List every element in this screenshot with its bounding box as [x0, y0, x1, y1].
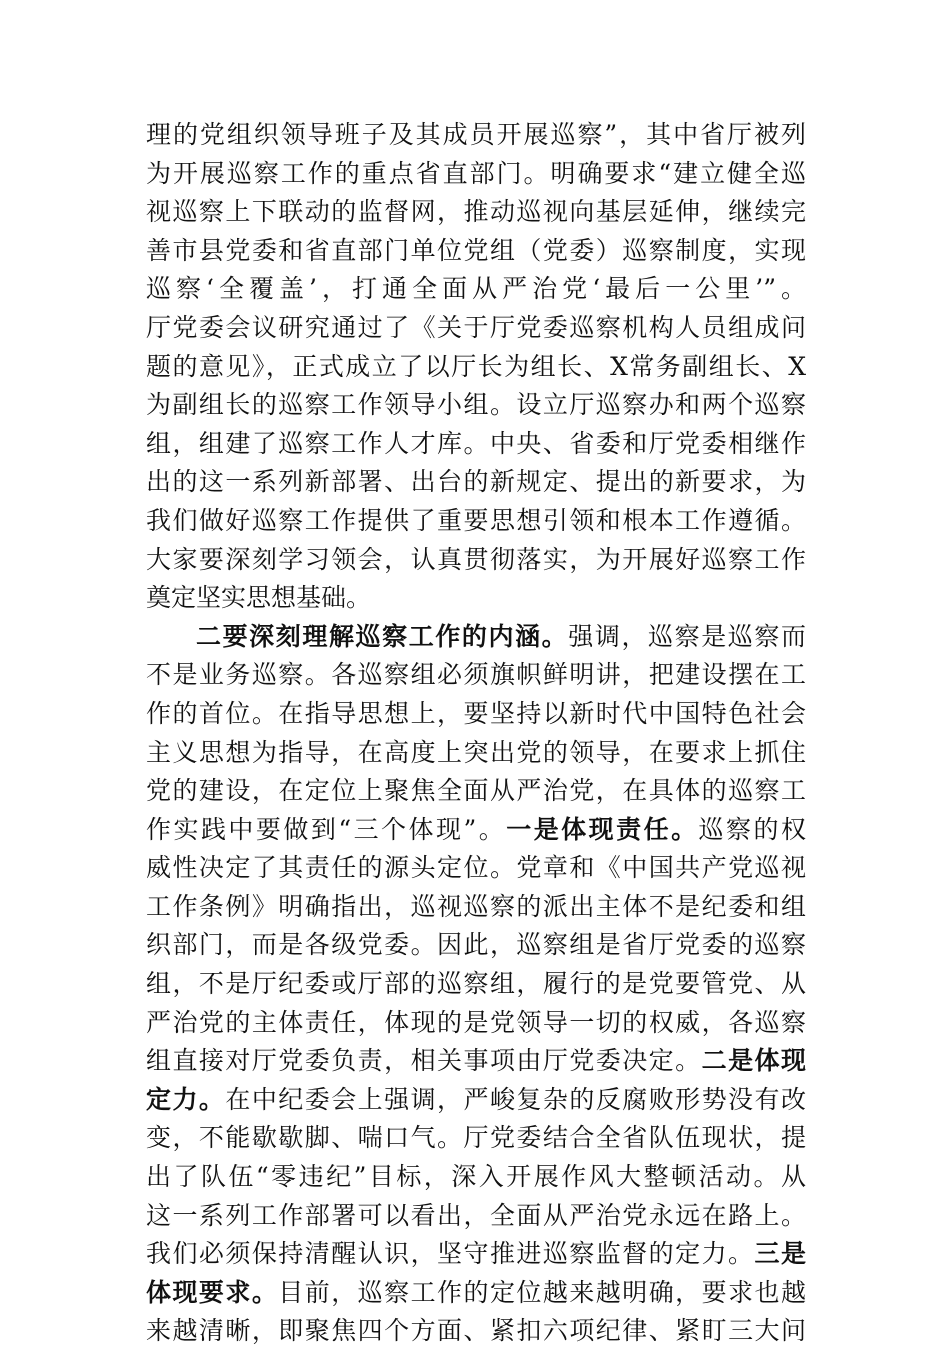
text-line: 工作条例》明确指出，巡视巡察的派出主体不是纪委和组: [146, 891, 806, 921]
text-line: 组直接对厅党委负责，相关事项由厅党委决定。二是体现: [146, 1046, 806, 1076]
point-heading: 体现要求。: [146, 1277, 279, 1307]
text-line: 作的首位。在指导思想上，要坚持以新时代中国特色社会: [146, 698, 806, 728]
text-line: 我们做好巡察工作提供了重要思想引领和根本工作遵循。: [146, 505, 806, 535]
text-line: 二要深刻理解巡察工作的内涵。强调，巡察是巡察而: [196, 621, 806, 651]
text-line: 理的党组织领导班子及其成员开展巡察”，其中省厅被列: [146, 120, 806, 149]
point-heading: 一是体现责任。: [506, 814, 699, 844]
text-line: 出了队伍“零违纪”目标，深入开展作风大整顿活动。从: [146, 1162, 806, 1192]
text-line: 奠定坚实思想基础。: [146, 583, 372, 613]
text-line: 严治党的主体责任，体现的是党领导一切的权威，各巡察: [146, 1007, 806, 1037]
text-line: 威性决定了其责任的源头定位。党章和《中国共产党巡视: [146, 853, 806, 883]
text-line: 不是业务巡察。各巡察组必须旗帜鲜明讲，把建设摆在工: [146, 660, 806, 690]
text-line: 定力。在中纪委会上强调，严峻复杂的反腐败形势没有改: [146, 1084, 806, 1114]
text-line: 我们必须保持清醒认识，坚守推进巡察监督的定力。三是: [146, 1239, 806, 1269]
text-line: 变，不能歇歇脚、喘口气。厅党委结合全省队伍现状，提: [146, 1123, 806, 1153]
section-heading: 二要深刻理解巡察工作的内涵。: [196, 621, 569, 651]
text-line: 织部门，而是各级党委。因此，巡察组是省厅党委的巡察: [146, 930, 806, 960]
text-line: 组，不是厅纪委或厅部的巡察组，履行的是党要管党、从: [146, 969, 806, 999]
text-line: 党的建设，在定位上聚焦全面从严治党，在具体的巡察工: [146, 776, 806, 806]
text-line: 巡察‘全覆盖’，打通全面从严治党‘最后一公里’”。: [146, 274, 806, 304]
text-line: 善市县党委和省直部门单位党组（党委）巡察制度，实现: [146, 235, 806, 265]
text-line: 来越清晰，即聚焦四个方面、紧扣六项纪律、紧盯三大问: [146, 1316, 806, 1346]
body-text: [146, 116, 806, 1351]
text-line: 为副组长的巡察工作领导小组。设立厅巡察办和两个巡察: [146, 390, 806, 420]
text-line: 厅党委会议研究通过了《关于厅党委巡察机构人员组成问: [146, 312, 806, 342]
point-heading: 定力。: [146, 1084, 226, 1114]
text-line: 体现要求。目前，巡察工作的定位越来越明确，要求也越: [146, 1277, 806, 1307]
text-line: 为开展巡察工作的重点省直部门。明确要求“建立健全巡: [146, 158, 806, 188]
point-heading: 二是体现: [701, 1046, 806, 1076]
point-heading: 三是: [754, 1239, 806, 1269]
text-line: 作实践中要做到“三个体现”。一是体现责任。巡察的权: [146, 814, 806, 844]
text-line: 视巡察上下联动的监督网，推动巡视向基层延伸，继续完: [146, 197, 806, 227]
text-line: 组，组建了巡察工作人才库。中央、省委和厅党委相继作: [146, 428, 806, 458]
text-line: 这一系列工作部署可以看出，全面从严治党永远在路上。: [146, 1200, 806, 1230]
text-line: 出的这一系列新部署、出台的新规定、提出的新要求，为: [146, 467, 806, 497]
text-line: 主义思想为指导，在高度上突出党的领导，在要求上抓住: [146, 737, 806, 767]
text-line: 大家要深刻学习领会，认真贯彻落实，为开展好巡察工作: [146, 544, 806, 574]
text-line: 题的意见》，正式成立了以厅长为组长、X常务副组长、X: [146, 351, 806, 381]
